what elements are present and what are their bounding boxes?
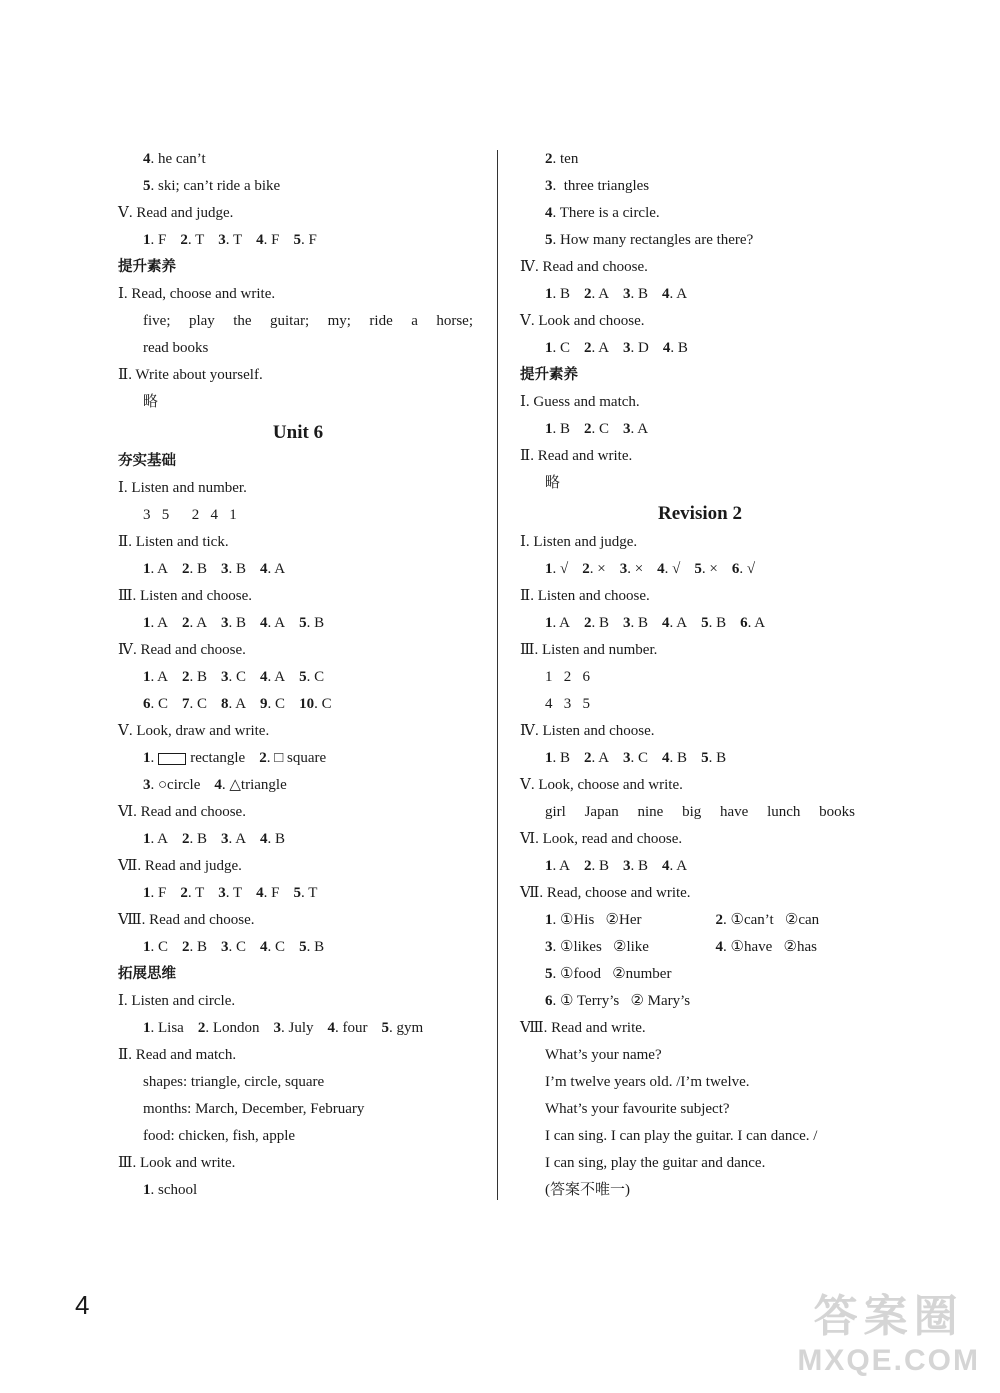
- watermark-text: 答案圈: [813, 1291, 964, 1342]
- answer-line: 5. ski; can’t ride a bike: [143, 178, 281, 194]
- word-option: a: [411, 313, 418, 329]
- answer-item: 3. July: [273, 1020, 314, 1036]
- answer-item: 4. F: [256, 885, 280, 901]
- answer-line: 3 5 2 4 1: [143, 507, 237, 523]
- answer-line: 4 3 5: [545, 696, 590, 712]
- answer-item: 3. ×: [619, 561, 644, 577]
- answer-item: 2. T: [180, 232, 205, 248]
- answer-line: 1 2 6: [545, 669, 590, 685]
- exercise-heading: Ⅴ. Look, choose and write.: [520, 777, 683, 793]
- exercise-heading: Ⅰ. Listen and number.: [118, 480, 247, 496]
- answer-item: 3. C: [623, 750, 649, 766]
- answer-line: 5. ①food ②number: [545, 966, 672, 982]
- answer-item: 3. T: [218, 885, 243, 901]
- answer-item: 3. A: [221, 831, 247, 847]
- answer-line: [118, 826, 478, 853]
- answer-item: 1. B: [545, 421, 571, 437]
- answer-item: 9. C: [260, 696, 286, 712]
- exercise-heading: Ⅵ. Read and choose.: [118, 804, 246, 820]
- answer-line: [520, 610, 880, 637]
- answer-item: 8. A: [221, 696, 247, 712]
- answer-item: 2. A: [182, 615, 208, 631]
- exercise-heading: Ⅳ. Read and choose.: [118, 642, 246, 658]
- answer-line: What’s your favourite subject?: [545, 1101, 730, 1117]
- answer-item: 6. A: [740, 615, 766, 631]
- answer-line: 3. ○circle 4. △triangle: [143, 777, 287, 793]
- answer-line: [520, 416, 880, 443]
- answer-item: 2. B: [584, 615, 610, 631]
- answer-item: 3. B: [221, 615, 247, 631]
- exercise-heading: Ⅰ. Guess and match.: [520, 394, 640, 410]
- answer-item: 3. T: [218, 232, 243, 248]
- answer-line: 6. ① Terry’s ② Mary’s: [545, 993, 691, 1009]
- word-option: lunch: [767, 804, 801, 820]
- word-option: my;: [327, 313, 351, 329]
- word-option: horse;: [436, 313, 473, 329]
- watermark-logo: [797, 1280, 980, 1378]
- word-option: guitar;: [270, 313, 310, 329]
- answer-item: 2. ×: [582, 561, 606, 577]
- word-option: five;: [143, 313, 171, 329]
- answer-item: 1. A: [143, 831, 169, 847]
- answer-item: 2. London: [197, 1020, 260, 1036]
- unit-title: Unit 6: [272, 422, 324, 443]
- answer-item: 1. A: [143, 669, 169, 685]
- answer-item: 1. A: [545, 615, 571, 631]
- answer-item: 3. D: [623, 340, 649, 356]
- exercise-heading: Ⅱ. Write about yourself.: [118, 367, 263, 383]
- answer-item: 4. B: [662, 340, 688, 356]
- exercise-heading: Ⅴ. Look, draw and write.: [118, 723, 270, 739]
- answer-line: months: March, December, February: [143, 1101, 365, 1117]
- right-column: [520, 146, 880, 1204]
- answer-item: 1. C: [143, 939, 169, 955]
- word-option: girl: [545, 804, 566, 820]
- answer-item: 1. A: [545, 858, 571, 874]
- answer-line: 5. How many rectangles are there?: [545, 232, 754, 248]
- answer-item: 5. C: [299, 669, 325, 685]
- answer-item: 4. A: [260, 669, 286, 685]
- answer-line: 2. ten: [545, 151, 579, 167]
- answer-line: [118, 610, 478, 637]
- answer-line: [118, 934, 478, 961]
- answer-item: 6. C: [143, 696, 169, 712]
- answer-item: 3. B: [221, 561, 247, 577]
- answer-line: I can sing, play the guitar and dance.: [545, 1155, 766, 1171]
- answer-item: 1. Lisa: [143, 1020, 184, 1036]
- exercise-heading: Ⅴ. Read and judge.: [118, 205, 234, 221]
- word-option: have: [720, 804, 749, 820]
- exercise-heading: Ⅲ. Listen and choose.: [118, 588, 253, 604]
- answer-item: 4. C: [260, 939, 286, 955]
- answer-item: 3. C: [221, 939, 247, 955]
- exercise-heading: Ⅷ. Read and write.: [520, 1020, 646, 1036]
- answer-line: 1. school: [143, 1182, 198, 1198]
- exercise-heading: Ⅶ. Read, choose and write.: [520, 885, 691, 901]
- answer-line: 4. he can’t: [143, 151, 206, 167]
- section-heading: 拓展思维: [118, 966, 176, 982]
- answer-item: 4. √: [657, 561, 681, 577]
- answer-item: 2. B: [182, 831, 208, 847]
- answer-item: 3. B: [623, 615, 649, 631]
- answer-item: 4. A: [260, 615, 286, 631]
- answer-line: [118, 1015, 478, 1042]
- answer-item: 4. A: [662, 615, 688, 631]
- answer-item: 1. C: [545, 340, 571, 356]
- answer-line: What’s your name?: [545, 1047, 662, 1063]
- answer-item: 4. B: [662, 750, 688, 766]
- answer-line: (答案不唯一): [545, 1182, 630, 1198]
- answer-item: 2. T: [180, 885, 205, 901]
- exercise-heading: Ⅶ. Read and judge.: [118, 858, 242, 874]
- word-option: nine: [637, 804, 664, 820]
- answer-item: 1. A: [143, 561, 169, 577]
- answer-line: [118, 227, 478, 254]
- answer-item: 5. ×: [694, 561, 718, 577]
- answer-line: [520, 799, 855, 826]
- answer-line: [520, 281, 880, 308]
- answer-line: 3. ①likes ②like 4. ①have ②has: [545, 939, 817, 955]
- answer-line: [520, 556, 880, 583]
- answer-line: [118, 556, 478, 583]
- answer-item: 3. B: [623, 858, 649, 874]
- answer-line: [520, 853, 880, 880]
- answer-line: shapes: triangle, circle, square: [143, 1074, 325, 1090]
- answer-item: 2. A: [584, 340, 610, 356]
- exercise-heading: Ⅵ. Look, read and choose.: [520, 831, 683, 847]
- word-option: the: [233, 313, 252, 329]
- answer-item: 2. A: [584, 750, 610, 766]
- exercise-heading: Ⅱ. Read and match.: [118, 1047, 237, 1063]
- answer-item: 1. B: [545, 286, 571, 302]
- exercise-heading: Ⅱ. Listen and choose.: [520, 588, 650, 604]
- answer-line: 4. There is a circle.: [545, 205, 660, 221]
- exercise-heading: Ⅰ. Listen and judge.: [520, 534, 638, 550]
- answer-item: 2. C: [584, 421, 610, 437]
- answer-line: 1. ①His ②Her 2. ①can’t ②can: [545, 912, 820, 928]
- answer-line: [118, 664, 478, 691]
- word-option: Japan: [584, 804, 619, 820]
- answer-item: 5. gym: [381, 1020, 424, 1036]
- answer-line: [520, 745, 880, 772]
- rectangle-shape: [158, 753, 186, 765]
- answer-item: 4. A: [260, 561, 286, 577]
- section-heading: 夯实基础: [118, 453, 176, 469]
- left-column: [118, 146, 478, 1204]
- answer-item: 3. A: [623, 421, 649, 437]
- answer-item: 5. B: [701, 615, 727, 631]
- word-option: ride: [369, 313, 393, 329]
- exercise-heading: Ⅳ. Read and choose.: [520, 259, 648, 275]
- answer-item: 5. B: [299, 939, 325, 955]
- exercise-heading: Ⅲ. Look and write.: [118, 1155, 236, 1171]
- exercise-heading: Ⅰ. Read, choose and write.: [118, 286, 276, 302]
- word-option: big: [682, 804, 702, 820]
- exercise-heading: Ⅷ. Read and choose.: [118, 912, 255, 928]
- answer-line: 略: [143, 394, 159, 410]
- answer-item: 4. B: [260, 831, 286, 847]
- section-heading: 提升素养: [520, 367, 578, 383]
- exercise-heading: Ⅱ. Listen and tick.: [118, 534, 229, 550]
- answer-item: 2. B: [182, 939, 208, 955]
- answer-item: 3. B: [623, 286, 649, 302]
- answer-item: 4. four: [327, 1020, 368, 1036]
- answer-item: 4. A: [662, 858, 688, 874]
- exercise-heading: Ⅱ. Read and write.: [520, 448, 633, 464]
- answer-item: 1. A: [143, 615, 169, 631]
- column-divider: [497, 150, 498, 1200]
- answer-item: 5. B: [299, 615, 325, 631]
- answer-item: 2. B: [182, 561, 208, 577]
- answer-line: [118, 308, 473, 335]
- answer-line: 1. rectangle 2. □ square: [143, 750, 327, 766]
- answer-item: 2. B: [182, 669, 208, 685]
- answer-item: 7. C: [182, 696, 208, 712]
- answer-item: 1. F: [143, 232, 167, 248]
- answer-line: 略: [545, 475, 561, 491]
- watermark-url: MXQE.COM: [797, 1344, 980, 1377]
- answer-item: 2. A: [584, 286, 610, 302]
- word-option: play: [188, 313, 215, 329]
- answer-line: food: chicken, fish, apple: [143, 1128, 296, 1144]
- answer-item: 5. T: [293, 885, 318, 901]
- answer-line: I can sing. I can play the guitar. I can dance. /: [545, 1128, 818, 1144]
- exercise-heading: Ⅲ. Listen and number.: [520, 642, 658, 658]
- answer-item: 10. C: [299, 696, 332, 712]
- answer-item: 3. C: [221, 669, 247, 685]
- answer-line: read books: [143, 340, 209, 356]
- answer-item: 4. F: [256, 232, 280, 248]
- answer-line: [118, 880, 478, 907]
- answer-item: 4. A: [662, 286, 688, 302]
- section-heading: 提升素养: [118, 259, 176, 275]
- page-number: 4: [75, 1290, 90, 1320]
- answer-item: 1. F: [143, 885, 167, 901]
- answer-line: [520, 335, 880, 362]
- answer-line: [118, 691, 478, 718]
- answer-item: 5. B: [701, 750, 727, 766]
- answer-item: 5. F: [293, 232, 317, 248]
- answer-item: 6. √: [731, 561, 756, 577]
- answer-item: 1. B: [545, 750, 571, 766]
- exercise-heading: Ⅳ. Listen and choose.: [520, 723, 655, 739]
- exercise-heading: Ⅰ. Listen and circle.: [118, 993, 236, 1009]
- answer-line: 3. three triangles: [545, 178, 650, 194]
- unit-title: Revision 2: [658, 503, 742, 524]
- word-option: books: [819, 804, 855, 820]
- answer-item: 1. √: [545, 561, 569, 577]
- answer-item: 2. B: [584, 858, 610, 874]
- answer-line: I’m twelve years old. /I’m twelve.: [545, 1074, 750, 1090]
- exercise-heading: Ⅴ. Look and choose.: [520, 313, 645, 329]
